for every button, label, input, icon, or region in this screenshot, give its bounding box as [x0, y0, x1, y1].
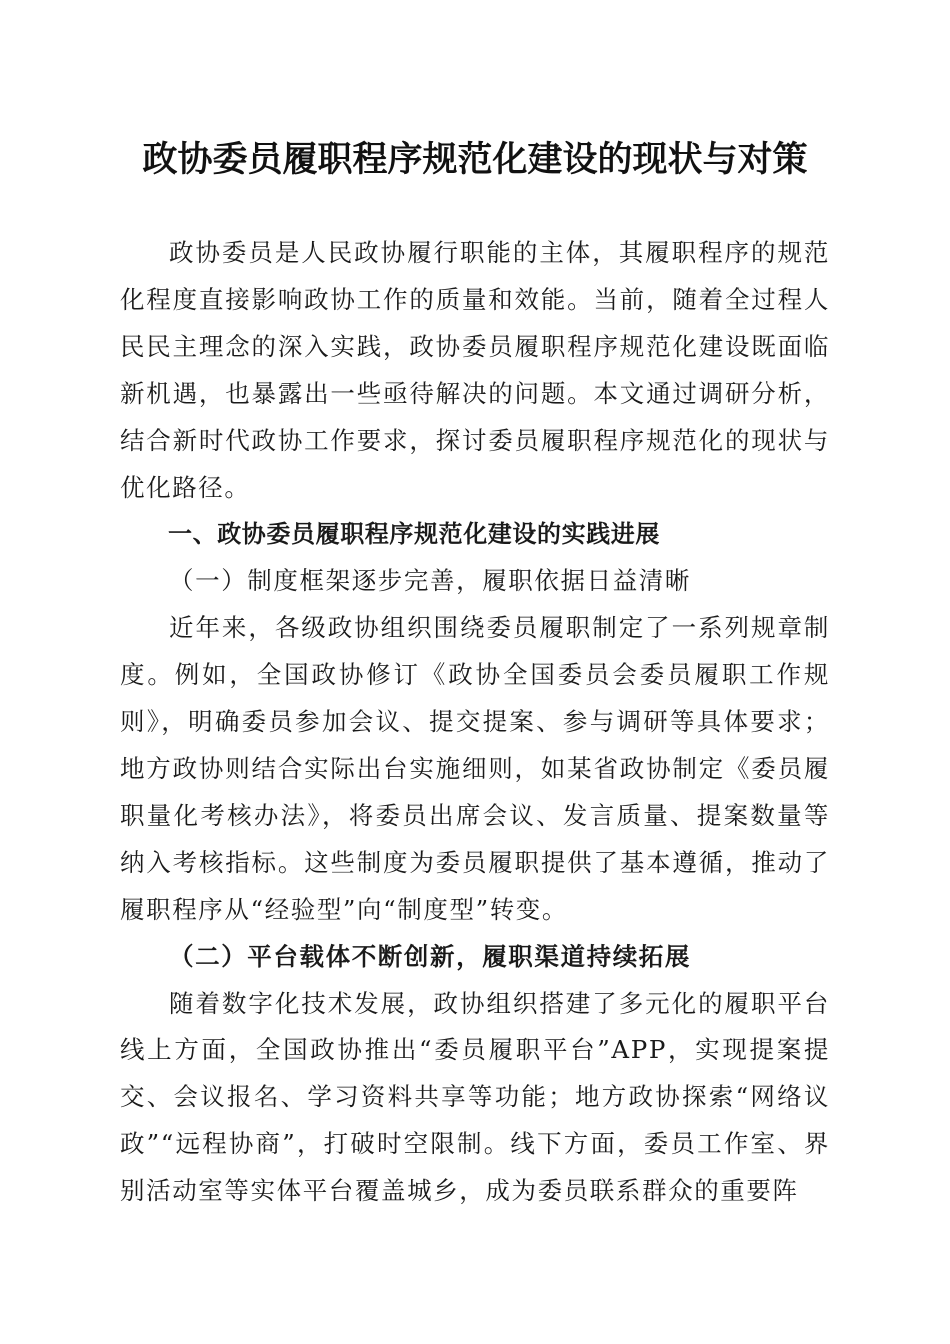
section-heading-1: 一、政协委员履职程序规范化建设的实践进展	[168, 520, 660, 549]
subsection-2-paragraph: 随着数字化技术发展，政协组织搭建了多元化的履职平台线上方面，全国政协推出“委员履职平台”APP，实现提案提交、会议报名、学习资料共享等功能；地方政协探索“网络议政”“远程协商”，打破时空限制。线下方面，委员工作室、界别活动室等实体平台覆盖城乡，成为委员联系群众的重要阵	[120, 988, 830, 1206]
subsection-heading-2: （二）平台载体不断创新，履职渠道持续拓展	[169, 941, 691, 971]
subsection-1-paragraph: 近年来，各级政协组织围绕委员履职制定了一系列规章制度。例如，全国政协修订《政协全国委员会委员履职工作规则》，明确委员参加会议、提交提案、参与调研等具体要求；地方政协则结合实际出台实施细则，如某省政协制定《委员履职量化考核办法》，将委员出席会议、发言质量、提案数量等纳入考核指标。这些制度为委员履职提供了基本遵循，推动了履职程序从“经验型”向“制度型”转变。	[120, 613, 830, 924]
document-title: 政协委员履职程序规范化建设的现状与对策	[142, 139, 808, 180]
document-body	[120, 230, 830, 1215]
intro-paragraph: 政协委员是人民政协履行职能的主体，其履职程序的规范化程度直接影响政协工作的质量和效能。当前，随着全过程人民民主理念的深入实践，政协委员履职程序规范化建设既面临新机遇，也暴露出一些亟待解决的问题。本文通过调研分析，结合新时代政协工作要求，探讨委员履职程序规范化的现状与优化路径。	[120, 238, 830, 502]
subsection-heading-1: （一）制度框架逐步完善，履职依据日益清晰	[169, 566, 691, 596]
